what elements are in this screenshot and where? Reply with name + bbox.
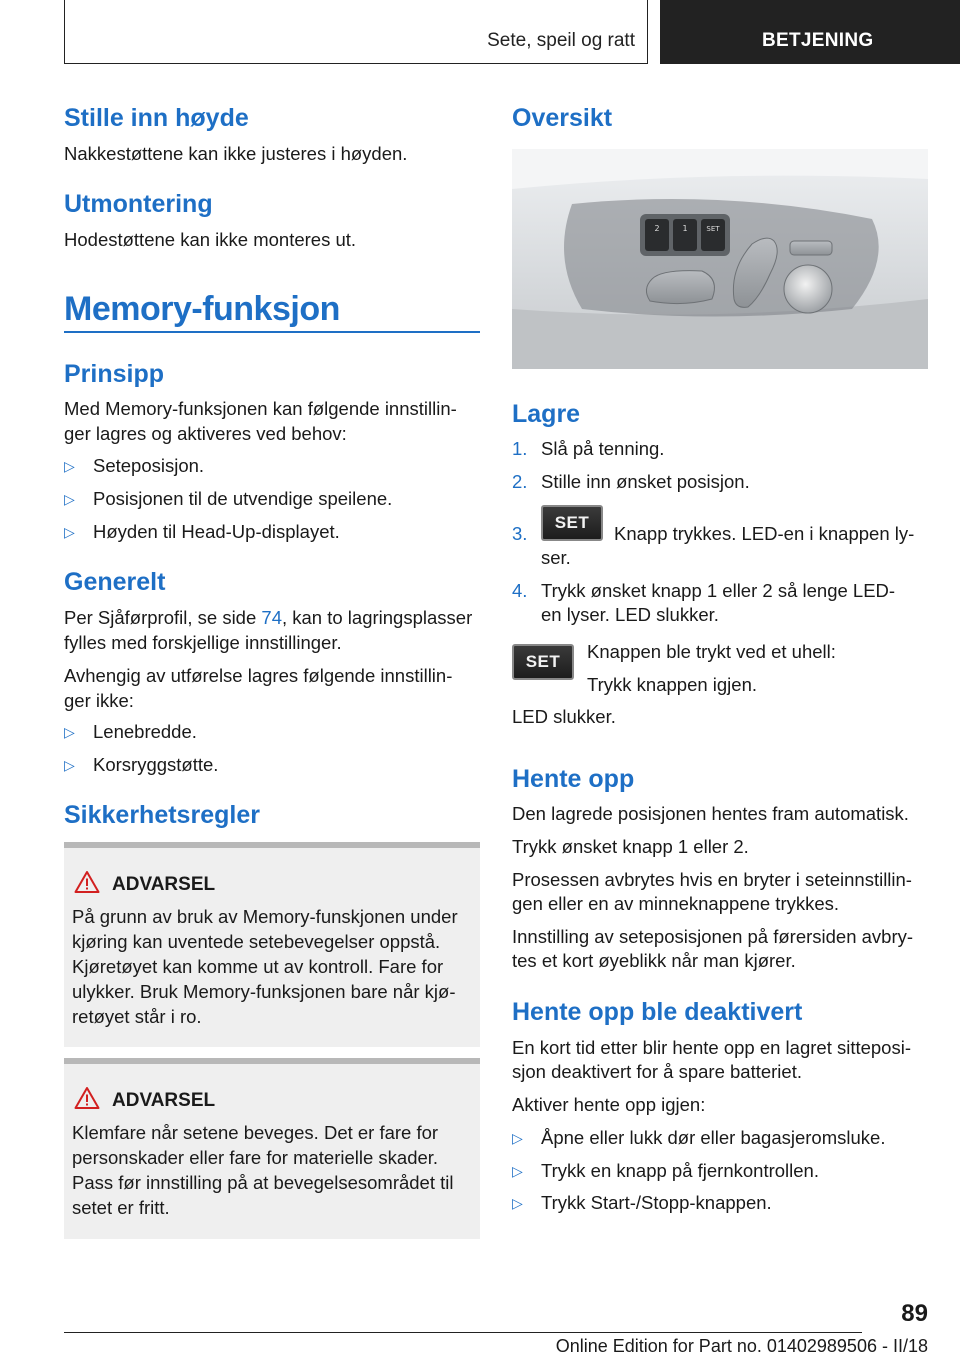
memory-button-2-label: 2 bbox=[654, 224, 660, 233]
list-item: ▷ Korsryggstøtte. bbox=[64, 754, 219, 775]
lagre-heading: Lagre bbox=[512, 400, 581, 428]
edition-footer: Online Edition for Part no. 01402989506 - II/18 bbox=[555, 1336, 928, 1356]
page-number: 89 bbox=[901, 1300, 928, 1327]
page-reference-link[interactable]: 74 bbox=[261, 607, 282, 628]
step-text-cont: en lyser. LED slukker. bbox=[541, 604, 719, 625]
step-text: Trykk ønsket knapp 1 eller 2 så lenge LED- bbox=[541, 580, 896, 601]
stille-heading: Stille inn høyde bbox=[64, 104, 249, 132]
generelt-text-line4: ger ikke: bbox=[64, 690, 134, 711]
hente-text: Den lagrede posisjonen hentes fram automatisk. bbox=[512, 803, 909, 824]
step-text-cont: ser. bbox=[541, 547, 571, 568]
list-item: ▷ Lenebredde. bbox=[64, 721, 197, 742]
step-text: Stille inn ønsket posisjon. bbox=[541, 471, 750, 492]
warning-box bbox=[64, 1058, 480, 1239]
triangle-bullet-icon: ▷ bbox=[64, 491, 75, 507]
step-text: Slå på tenning. bbox=[541, 438, 665, 459]
triangle-bullet-icon: ▷ bbox=[64, 757, 75, 773]
prinsipp-heading: Prinsipp bbox=[64, 360, 165, 388]
triangle-bullet-icon: ▷ bbox=[64, 724, 75, 740]
warning-title: ADVARSEL bbox=[112, 1090, 216, 1111]
seat-control-panel-illustration bbox=[512, 149, 928, 369]
triangle-bullet-icon: ▷ bbox=[512, 1195, 523, 1211]
hente-opp-heading: Hente opp bbox=[512, 765, 635, 793]
list-item: ▷ Seteposisjon. bbox=[64, 455, 205, 476]
warning-title: ADVARSEL bbox=[112, 874, 216, 895]
prinsipp-text-line2: ger lagres og aktiveres ved behov: bbox=[64, 423, 347, 444]
warning-text: Klemfare når setene beveges. Det er fare for personskader eller fare for materielle skader. Pass før innstilling på at bevegelsesområdet til setet er fritt. bbox=[72, 1122, 454, 1218]
deaktivert-text: En kort tid etter blir hente opp en lagret sitteposi- bbox=[512, 1037, 911, 1058]
warning-text: På grunn av bruk av Memory-funskjonen under kjøring kan uventede setebevegelser oppstå. Kjøretøyet kan komme ut av kontroll. Fare for ulykker. Bruk Memory-funksjonen bare når kjø- retøyet står i ro. bbox=[72, 906, 458, 1027]
warning-box bbox=[64, 842, 480, 1047]
utmontering-text: Hodestøttene kan ikke monteres ut. bbox=[64, 229, 357, 250]
prinsipp-text-line1: Med Memory-funksjonen kan følgende innstillin- bbox=[64, 398, 457, 419]
header-section-box bbox=[64, 0, 648, 64]
step-number: 3. bbox=[512, 523, 528, 544]
step-number: 1. bbox=[512, 438, 528, 459]
step-number: 4. bbox=[512, 580, 528, 601]
triangle-bullet-icon: ▷ bbox=[64, 524, 75, 540]
deaktivert-heading: Hente opp ble deaktivert bbox=[512, 998, 803, 1026]
list-item: ▷ Høyden til Head-Up-displayet. bbox=[64, 521, 340, 542]
hente-text: Trykk ønsket knapp 1 eller 2. bbox=[512, 836, 749, 857]
utmontering-heading: Utmontering bbox=[64, 190, 213, 218]
generelt-text-line1: Per Sjåførprofil, se side 74, kan to lagringsplasser bbox=[64, 607, 473, 628]
heading-rule bbox=[64, 331, 480, 333]
step-text: Knapp trykkes. LED-en i knappen ly- bbox=[614, 523, 915, 544]
memory-button-1-label: 1 bbox=[682, 224, 688, 233]
hente-text: Innstilling av seteposisjonen på førersiden avbry- bbox=[512, 926, 914, 947]
set-button-image: SET bbox=[541, 505, 603, 541]
header-chapter-box bbox=[660, 0, 960, 64]
list-item: ▷ Trykk en knapp på fjernkontrollen. bbox=[512, 1160, 819, 1181]
sikkerhet-heading: Sikkerhetsregler bbox=[64, 801, 260, 829]
list-item: ▷ Posisjonen til de utvendige speilene. bbox=[64, 488, 393, 509]
generelt-heading: Generelt bbox=[64, 568, 166, 596]
uhell-text: Trykk knappen igjen. bbox=[587, 674, 758, 695]
step-number: 2. bbox=[512, 471, 528, 492]
hente-text: Prosessen avbrytes hvis en bryter i seteinnstillin- bbox=[512, 869, 912, 890]
set-button-image: SET bbox=[512, 644, 574, 680]
stille-text: Nakkestøttene kan ikke justeres i høyden. bbox=[64, 143, 408, 164]
generelt-text-line3: Avhengig av utførelse lagres følgende innstillin- bbox=[64, 665, 453, 686]
triangle-bullet-icon: ▷ bbox=[512, 1130, 523, 1146]
list-item: ▷ Trykk Start-/Stopp-knappen. bbox=[512, 1192, 772, 1213]
uhell-text: Knappen ble trykt ved et uhell: bbox=[587, 641, 836, 662]
hente-text: tes et kort øyeblikk når man kjører. bbox=[512, 950, 796, 971]
warning-triangle-icon bbox=[74, 870, 100, 894]
memory-heading: Memory-funksjon bbox=[64, 290, 340, 328]
footer-divider bbox=[64, 1332, 862, 1333]
header-chapter-title: BETJENING bbox=[762, 30, 874, 51]
triangle-bullet-icon: ▷ bbox=[64, 458, 75, 474]
deaktivert-text: sjon deaktivert for å spare batteriet. bbox=[512, 1061, 802, 1082]
triangle-bullet-icon: ▷ bbox=[512, 1163, 523, 1179]
generelt-text-line2: fylles med forskjellige innstillinger. bbox=[64, 632, 342, 653]
header-section-title: Sete, speil og ratt bbox=[487, 30, 635, 51]
warning-triangle-icon bbox=[74, 1086, 100, 1110]
oversikt-heading: Oversikt bbox=[512, 104, 613, 132]
list-item: ▷ Åpne eller lukk dør eller bagasjeromsluke. bbox=[512, 1127, 886, 1148]
led-slukker-text: LED slukker. bbox=[512, 706, 616, 727]
hente-text: gen eller en av minneknappene trykkes. bbox=[512, 893, 840, 914]
memory-set-button-label: SET bbox=[706, 225, 720, 233]
seat-controls-photo bbox=[512, 149, 928, 369]
deaktivert-text: Aktiver hente opp igjen: bbox=[512, 1094, 706, 1115]
